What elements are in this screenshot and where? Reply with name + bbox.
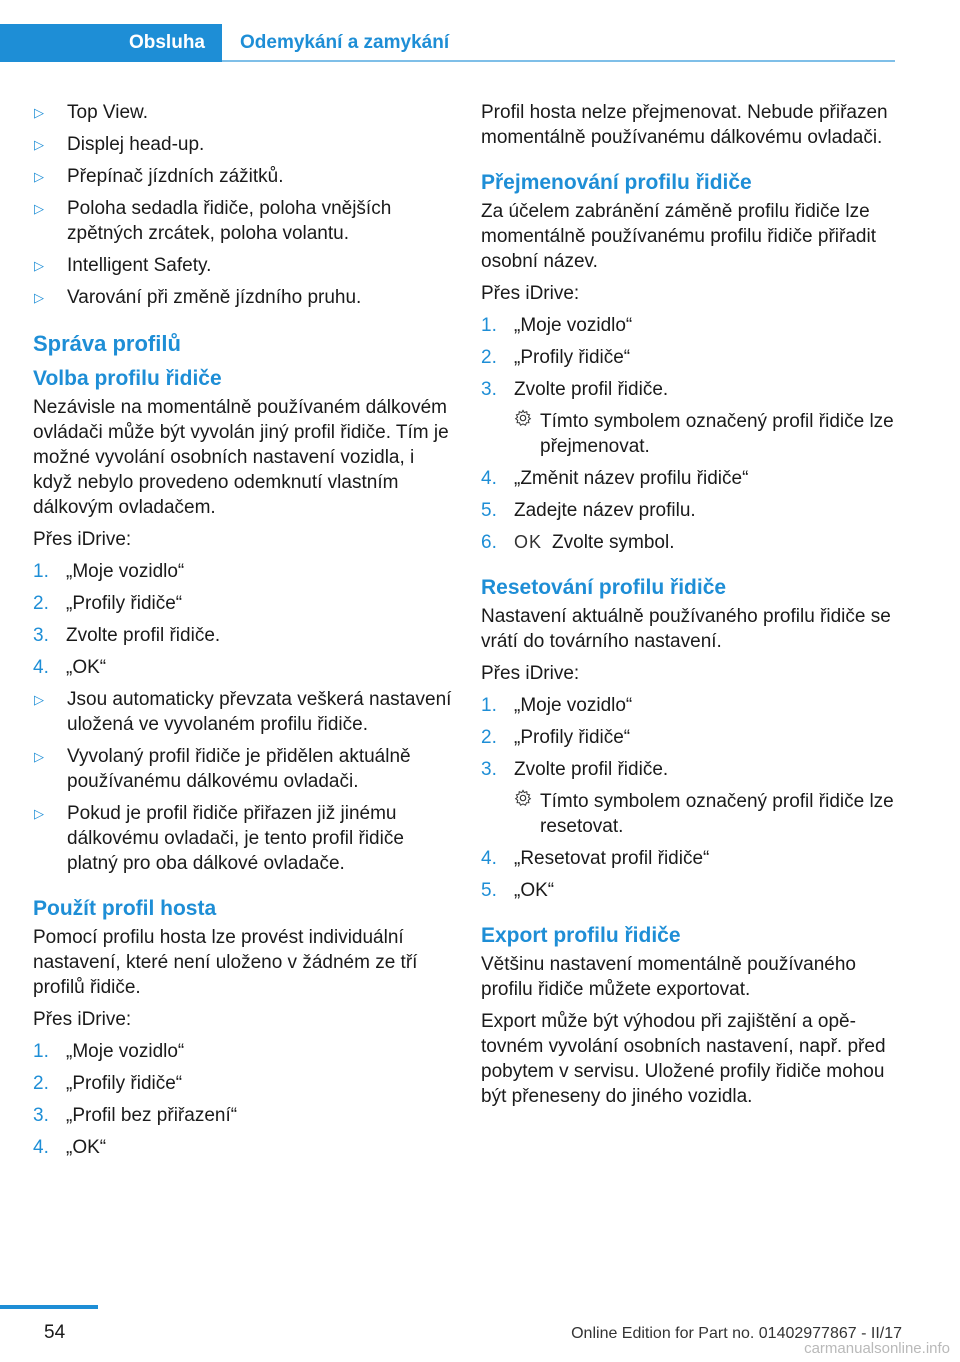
watermark: carmanualsonline.info <box>804 1340 950 1357</box>
heading-export-profile: Export profilu řidiče <box>481 924 681 947</box>
list-item <box>481 313 901 338</box>
list-item <box>33 253 453 278</box>
ok-symbol-icon: OK <box>514 532 543 552</box>
list-item <box>33 687 453 737</box>
step-number: 2. <box>481 347 497 368</box>
step-text: „Změnit název profilu řidiče“ <box>514 468 749 489</box>
step-text: Zvolte profil řidiče. <box>66 625 221 646</box>
step-number: 6. <box>481 532 497 553</box>
footer-rule <box>0 1305 98 1309</box>
step-text: „Profily řidiče“ <box>66 593 183 614</box>
numbered-list <box>481 313 901 402</box>
step-text: „Profily řidiče“ <box>66 1073 183 1094</box>
list-item <box>33 1071 453 1096</box>
list-item-text: Poloha sedadla řidiče, poloha vnějších zpětných zrcátek, poloha volantu. <box>67 198 392 244</box>
symbol-note-text: Tímto symbolem označený profil řidiče lze resetovat. <box>540 791 894 837</box>
step-number: 4. <box>481 468 497 489</box>
edition-note: Online Edition for Part no. 01402977867 - II/17 <box>571 1325 902 1342</box>
bullet-list <box>33 100 453 310</box>
list-item-text: Displej head-up. <box>67 134 205 155</box>
list-item <box>33 1039 453 1064</box>
step-number: 3. <box>33 625 49 646</box>
step-number: 1. <box>33 561 49 582</box>
triangle-right-icon: ▷ <box>34 137 44 152</box>
list-item <box>481 345 901 370</box>
triangle-right-icon: ▷ <box>34 692 44 707</box>
step-text: „OK“ <box>514 880 555 901</box>
numbered-list <box>481 466 901 523</box>
step-number: 5. <box>481 880 497 901</box>
list-item <box>481 377 901 402</box>
header-rule <box>222 60 895 62</box>
triangle-right-icon: ▷ <box>34 105 44 120</box>
paragraph: Většinu nastavení momentálně používaného profilu řidiče můžete exportovat. <box>481 954 856 1000</box>
heading-guest-profile: Použít profil hosta <box>33 897 217 920</box>
list-item <box>33 196 453 246</box>
step-number: 1. <box>481 695 497 716</box>
triangle-right-icon: ▷ <box>34 201 44 216</box>
left-column <box>33 100 453 1167</box>
section-title: Odemykání a zamykání <box>240 32 450 53</box>
list-item-text: Vyvolaný profil řidiče je přidělen aktuálně používanému dálkovému ovladači. <box>67 746 411 792</box>
list-item-text: Přepínač jízdních zážitků. <box>67 166 284 187</box>
numbered-list <box>481 693 901 782</box>
list-item <box>33 744 453 794</box>
numbered-list <box>33 559 453 680</box>
paragraph: Přes iDrive: <box>481 283 580 304</box>
step-number: 1. <box>481 315 497 336</box>
step-number: 4. <box>481 848 497 869</box>
list-item <box>33 285 453 310</box>
step-text: „Moje vozidlo“ <box>514 695 633 716</box>
right-column <box>481 100 901 1116</box>
triangle-right-icon: ▷ <box>34 749 44 764</box>
step-number: 2. <box>33 593 49 614</box>
paragraph: Nezávisle na momentálně používaném dálkovém ovládači může být vyvolán jiný profil řidiče. Tím je možné vyvolání osobních nastavení vozidla, i když nebylo provedeno odemknutí vlastním dálkovým ovladačem. <box>33 397 449 518</box>
list-item <box>481 757 901 782</box>
list-item <box>33 591 453 616</box>
step-text: Zvolte profil řidiče. <box>514 759 669 780</box>
paragraph: Nastavení aktuálně používaného profilu řidiče se vrátí do továrního nastavení. <box>481 606 891 652</box>
step-text: „Profily řidiče“ <box>514 347 631 368</box>
step-text: „Profily řidiče“ <box>514 727 631 748</box>
list-item <box>33 655 453 680</box>
list-item-text: Top View. <box>67 102 148 123</box>
page-number: 54 <box>44 1322 66 1343</box>
step-text: Zadejte název profilu. <box>514 500 696 521</box>
paragraph: Export může být výhodou při zajištění a opětovném vyvolání osobních nastavení, např. před pobytem v servisu. Uložené profily řidiče mohou být přeneseny do jiného vozidla. <box>481 1011 886 1107</box>
step-text: „OK“ <box>66 657 107 678</box>
triangle-right-icon: ▷ <box>34 258 44 273</box>
list-item <box>33 1135 453 1160</box>
list-item <box>33 801 453 876</box>
list-item <box>33 623 453 648</box>
step-number: 4. <box>33 657 49 678</box>
paragraph: Za účelem zabránění záměně profilu řidiče lze momentálně používanému profilu řidiče přiřadit osobní název. <box>481 201 876 272</box>
paragraph: Přes iDrive: <box>33 529 132 550</box>
paragraph: Přes iDrive: <box>33 1009 132 1030</box>
step-text: „Moje vozidlo“ <box>66 561 185 582</box>
step-text: Zvolte symbol. <box>552 532 675 553</box>
step-text: „Resetovat profil řidiče“ <box>514 848 710 869</box>
step-text: „Moje vozidlo“ <box>66 1041 185 1062</box>
step-text: „Profil bez přiřazení“ <box>66 1105 238 1126</box>
step-number: 2. <box>481 727 497 748</box>
list-item-text: Varování při změně jízdního pruhu. <box>67 287 362 308</box>
step-number: 4. <box>33 1137 49 1158</box>
heading-reset-profile: Resetování profilu řidiče <box>481 576 727 599</box>
paragraph: Přes iDrive: <box>481 663 580 684</box>
list-item <box>481 725 901 750</box>
list-item <box>33 100 453 125</box>
symbol-note <box>481 789 901 839</box>
list-item <box>481 846 901 871</box>
step-number: 2. <box>33 1073 49 1094</box>
step-text: Zvolte profil řidiče. <box>514 379 669 400</box>
symbol-note <box>481 409 901 459</box>
list-item <box>481 498 901 523</box>
step-text: „Moje vozidlo“ <box>514 315 633 336</box>
step-number: 1. <box>33 1041 49 1062</box>
step-number: 5. <box>481 500 497 521</box>
list-item <box>33 1103 453 1128</box>
list-item-text: Pokud je profil řidiče přiřazen již jinému dálkovému ovladači, je tento profil řidiče platný pro oba dálkové ovladače. <box>67 803 404 874</box>
heading-rename-profile: Přejmenování profilu řidiče <box>481 171 752 194</box>
list-item <box>33 164 453 189</box>
list-item <box>481 693 901 718</box>
list-item <box>33 559 453 584</box>
list-item <box>33 132 453 157</box>
bullet-list <box>33 687 453 876</box>
step-number: 3. <box>33 1105 49 1126</box>
chapter-tab: Obsluha <box>0 24 222 62</box>
gear-icon <box>514 409 540 459</box>
list-item <box>481 466 901 491</box>
heading-profile-management: Správa profilů <box>33 331 181 356</box>
step-text: „OK“ <box>66 1137 107 1158</box>
step-number: 3. <box>481 759 497 780</box>
paragraph: Pomocí profilu hosta lze provést individuální nastavení, které není uloženo v žádném ze tří profilů řidiče. <box>33 927 418 998</box>
page-header <box>0 24 895 62</box>
triangle-right-icon: ▷ <box>34 169 44 184</box>
list-item <box>481 530 901 555</box>
triangle-right-icon: ▷ <box>34 806 44 821</box>
gear-icon <box>514 789 540 839</box>
paragraph: Profil hosta nelze přejmenovat. Nebude přiřazen momentálně používanému dálkovému ovladači. <box>481 102 888 148</box>
triangle-right-icon: ▷ <box>34 290 44 305</box>
symbol-note-text: Tímto symbolem označený profil řidiče lze přejmenovat. <box>540 411 894 457</box>
list-item-text: Jsou automaticky převzata veškerá nastavení uložená ve vyvolaném profilu řidiče. <box>67 689 452 735</box>
numbered-list <box>481 846 901 903</box>
heading-select-profile: Volba profilu řidiče <box>33 367 222 390</box>
numbered-list <box>33 1039 453 1160</box>
list-item-text: Intelligent Safety. <box>67 255 212 276</box>
list-item <box>481 878 901 903</box>
step-number: 3. <box>481 379 497 400</box>
